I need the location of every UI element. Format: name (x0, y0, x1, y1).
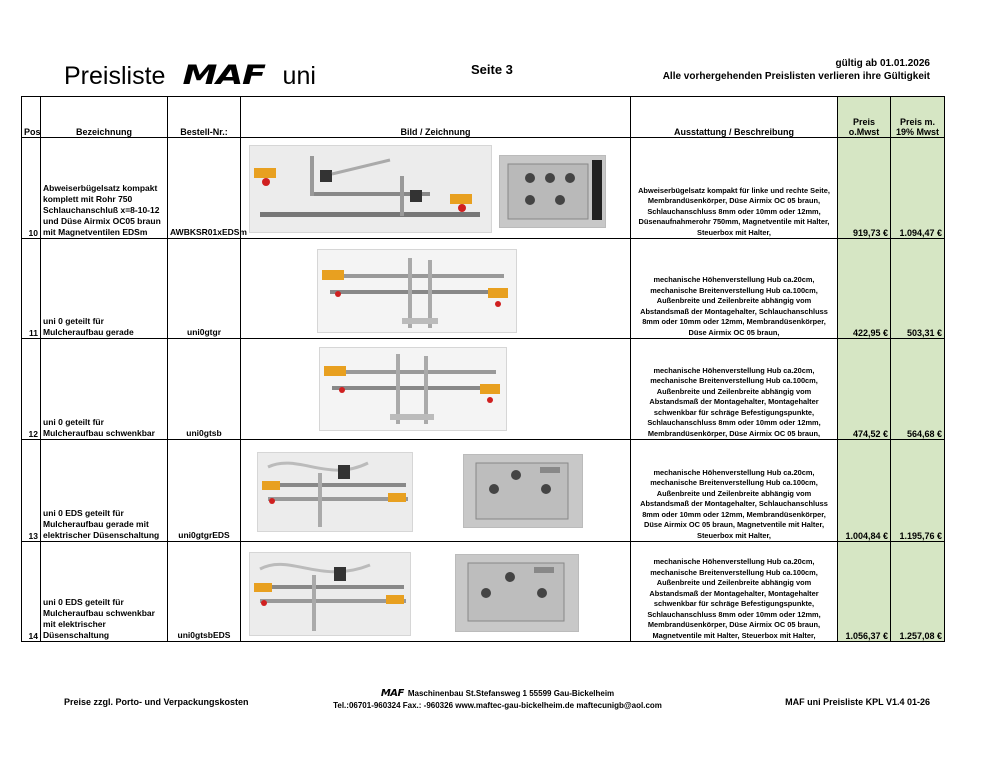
footer-shipping-note: Preise zzgl. Porto- und Verpackungskosten (64, 697, 249, 707)
table-row (22, 440, 945, 542)
eds-control-box-drawing (464, 455, 582, 527)
row-image (241, 440, 631, 542)
row-code: uni0gtsb (168, 339, 241, 440)
row-code: AWBKSR01xEDSm (168, 138, 241, 239)
row-name: Abweiserbügelsatz kompakt komplett mit Rohr 750 Schlauchanschluß x=8-10-12 und Düse Airmix OC05 braun mit Magnetventilen EDSm (41, 138, 168, 239)
deflector-set-photo (249, 145, 492, 233)
row-gross-price: 503,31 € (891, 239, 945, 339)
header-name: Bezeichnung (41, 97, 168, 138)
eds-control-box-photo (455, 554, 579, 632)
title-prefix: Preisliste (64, 62, 166, 90)
row-name: uni 0 geteilt für Mulcheraufbau gerade (41, 239, 168, 339)
mulcher-swivel-drawing (320, 348, 506, 430)
row-net-price: 919,73 € (838, 138, 891, 239)
header-desc: Ausstattung / Beschreibung (631, 97, 838, 138)
row-description: mechanische Höhenverstellung Hub ca.20cm, mechanische Breitenverstellung Hub ca.100cm, Außenbreite und Zeilenbreite abhängig vom Abstandsmaß der Montagehalter, Schlauchanschluss 8mm oder 10mm oder 12mm, Membrandüsenkörper, Düse Airmix OC 05 braun, Magnetventile mit Halter, Steuerbox mit Halter, (631, 440, 838, 542)
row-description: mechanische Höhenverstellung Hub ca.20cm, mechanische Breitenverstellung Hub ca.100cm, Außenbreite und Zeilenbreite abhängig vom Abstandsmaß der Montagehalter, Montagehalter schwenkbar für schräge Befestigungspunkte, Schlauchanschluss 8mm oder 10mm oder 12mm, Membrandüsenkörper, Düse Airmix OC 05 braun, Magnetventile mit Halter, Steuerbox mit Halter, (631, 542, 838, 642)
deflector-set-drawing (250, 146, 491, 232)
row-gross-price: 1.257,08 € (891, 542, 945, 642)
footer-address-line (325, 688, 670, 700)
row-name: uni 0 geteilt für Mulcheraufbau schwenkbar (41, 339, 168, 440)
header-image: Bild / Zeichnung (241, 97, 631, 138)
mulcher-straight-photo (317, 249, 517, 333)
control-box-photo (499, 155, 606, 228)
table-header-row (22, 97, 945, 138)
mulcher-swivel-photo (319, 347, 507, 431)
row-net-price: 422,95 € (838, 239, 891, 339)
row-description: Abweiserbügelsatz kompakt für linke und rechte Seite, Membrandüsenkörper, Düse Airmix OC 05 braun, Schlauchanschluss 8mm oder 10mm oder 12mm, Düsenaufnahmerohr 750mm, Magnetventile mit Halter, Steuerbox mit Halter, (631, 138, 838, 239)
table-row (22, 138, 945, 239)
eds-straight-drawing (258, 453, 412, 531)
maf-logo: MAF (182, 60, 266, 91)
table-row (22, 339, 945, 440)
title-suffix: uni (282, 62, 316, 90)
page-title (64, 60, 316, 91)
eds-control-box-photo (463, 454, 583, 528)
row-gross-price: 1.094,47 € (891, 138, 945, 239)
row-pos: 12 (22, 339, 41, 440)
eds-straight-photo (257, 452, 413, 532)
row-pos: 13 (22, 440, 41, 542)
row-code: uni0gtgrEDS (168, 440, 241, 542)
table-row (22, 542, 945, 642)
table-row (22, 239, 945, 339)
row-code: uni0gtgr (168, 239, 241, 339)
row-image (241, 138, 631, 239)
row-net-price: 1.056,37 € (838, 542, 891, 642)
control-box-drawing (500, 156, 605, 227)
mulcher-straight-drawing (318, 250, 516, 332)
header-pos: Pos (22, 97, 41, 138)
footer-contact: Tel.:06701-960324 Fax.: -960326 www.maftec-gau-bickelheim.de maftecunigb@aol.com (333, 701, 662, 710)
row-image (241, 339, 631, 440)
row-name: uni 0 EDS geteilt für Mulcheraufbau schwenkbar mit elektrischer Düsenschaltung (41, 542, 168, 642)
eds-swivel-drawing (250, 553, 410, 635)
row-gross-price: 564,68 € (891, 339, 945, 440)
validity-block (663, 57, 930, 83)
row-description: mechanische Höhenverstellung Hub ca.20cm, mechanische Breitenverstellung Hub ca.100cm, Außenbreite und Zeilenbreite abhängig vom Abstandsmaß der Montagehalter, Schlauchanschluss 8mm oder 10mm oder 12mm, Membrandüsenkörper, Düse Airmix OC 05 braun, (631, 239, 838, 339)
row-net-price: 1.004,84 € (838, 440, 891, 542)
row-name: uni 0 EDS geteilt für Mulcheraufbau gerade mit elektrischer Düsenschaltung (41, 440, 168, 542)
eds-swivel-photo (249, 552, 411, 636)
price-table (21, 96, 945, 642)
validity-note: Alle vorhergehenden Preislisten verlieren ihre Gültigkeit (662, 71, 930, 82)
footer-company (325, 688, 670, 712)
row-pos: 10 (22, 138, 41, 239)
eds-control-box-drawing (456, 555, 578, 631)
row-gross-price: 1.195,76 € (891, 440, 945, 542)
row-description: mechanische Höhenverstellung Hub ca.20cm, mechanische Breitenverstellung Hub ca.100cm, Außenbreite und Zeilenbreite abhängig vom Abstandsmaß der Montagehalter, Montagehalter schwenkbar für schräge Befestigungspunkte, Schlauchanschluss 8mm oder 10mm oder 12mm, Membrandüsenkörper, Düse Airmix OC 05 braun, (631, 339, 838, 440)
footer-address: Maschinenbau St.Stefansweg 1 55599 Gau-Bickelheim (407, 689, 615, 698)
page-number: Seite 3 (471, 62, 513, 77)
header-gross-price: Preis m. 19% Mwst (891, 97, 945, 138)
footer-maf-logo: MAF (380, 688, 404, 699)
row-pos: 14 (22, 542, 41, 642)
header-code: Bestell-Nr.: (168, 97, 241, 138)
row-pos: 11 (22, 239, 41, 339)
header-net-price: Preis o.Mwst (838, 97, 891, 138)
valid-from: gültig ab 01.01.2026 (835, 58, 930, 69)
row-code: uni0gtsbEDS (168, 542, 241, 642)
row-net-price: 474,52 € (838, 339, 891, 440)
row-image (241, 542, 631, 642)
row-image (241, 239, 631, 339)
footer-version: MAF uni Preisliste KPL V1.4 01-26 (785, 697, 930, 707)
